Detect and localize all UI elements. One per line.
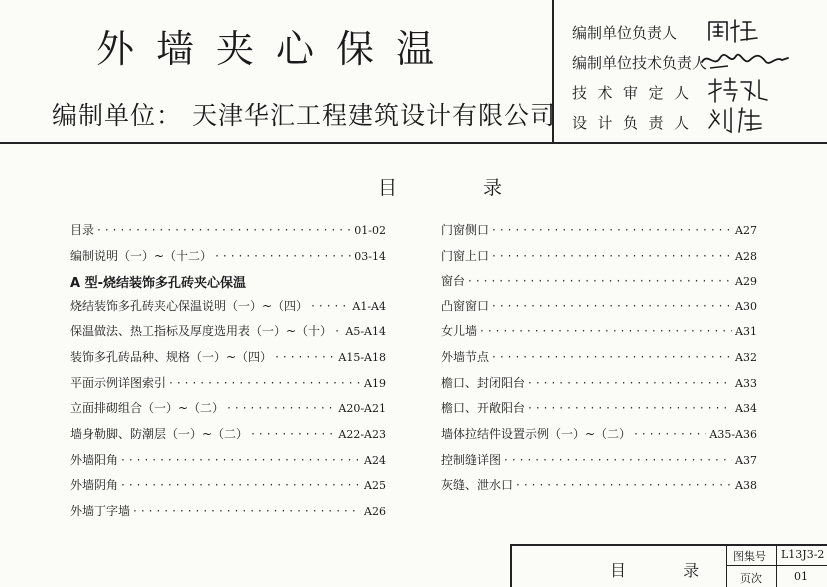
signature-row: [572, 22, 702, 43]
toc-entry-page: A15-A18: [338, 351, 386, 364]
signature-row: [572, 52, 708, 73]
toc-entry-title: 门窗侧口: [441, 223, 490, 237]
leader-dots: [227, 401, 335, 415]
toc-entry-page: A26: [364, 505, 386, 518]
signature-row: [572, 112, 702, 133]
toc-entry-title: 窗台: [441, 274, 466, 288]
title-block-left-rule: [510, 544, 512, 587]
signature-label: 技术审定人: [572, 84, 700, 102]
toc-entry-page: A1-A4: [352, 300, 386, 313]
toc-entry-page: A24: [364, 454, 386, 467]
toc-entry-title: 檐口、封闭阳台: [441, 376, 526, 390]
signature-image: [705, 16, 765, 44]
title-block-mid-rule: [726, 565, 827, 566]
toc-entry-title: 外墙阴角: [70, 478, 119, 492]
toc-entry-page: A20-A21: [338, 402, 386, 415]
toc-entry-title: 平面示例详图索引: [70, 376, 167, 390]
leader-dots: [468, 274, 732, 288]
toc-entry-title: 外墙丁字墙: [70, 504, 131, 518]
signature-image: [700, 48, 790, 74]
toc-entry[interactable]: [441, 425, 757, 443]
toc-entry-page: A32: [735, 351, 757, 364]
leader-dots: [504, 453, 732, 467]
toc-entry[interactable]: [441, 374, 757, 392]
toc-entry-title: 灰缝、泄水口: [441, 478, 514, 492]
org-line: [52, 96, 556, 132]
toc-entry[interactable]: [441, 221, 757, 239]
toc-entry-page: 03-14: [354, 250, 386, 263]
atlas-number-label: 图集号: [733, 550, 766, 563]
toc-entry[interactable]: [441, 272, 757, 290]
toc-entry[interactable]: [70, 476, 386, 494]
leader-dots: [492, 249, 732, 263]
toc-entry[interactable]: [70, 247, 386, 265]
toc-entry[interactable]: [441, 451, 757, 469]
toc-entry[interactable]: [70, 322, 386, 340]
leader-dots: [275, 350, 335, 364]
leader-dots: [492, 350, 732, 364]
leader-dots: [634, 427, 706, 441]
leader-dots: [133, 504, 361, 518]
signature-image: [705, 76, 769, 104]
leader-dots: [121, 478, 361, 492]
toc-entry[interactable]: [441, 322, 757, 340]
toc-entry-title: 立面排砌组合（一）~（二）: [70, 401, 225, 415]
toc-entry-title: 编制说明（一）~（十二）: [70, 249, 213, 263]
title-block-title: 目 录: [610, 561, 726, 580]
toc-entry-page: A35-A36: [709, 428, 757, 441]
signature-label: 设计负责人: [572, 114, 700, 132]
title-block-top-rule: [510, 544, 827, 546]
toc-entry-title: 女儿墙: [441, 324, 478, 338]
toc-entry[interactable]: [70, 221, 386, 239]
leader-dots: [480, 324, 732, 338]
leader-dots: [311, 299, 349, 313]
signature-image: [705, 106, 765, 134]
toc-entry-page: A29: [735, 275, 757, 288]
atlas-number-value: L13J3-2: [781, 548, 825, 561]
toc-entry-title: 墙体拉结件设置示例（一）~（二）: [441, 427, 632, 441]
org-name: 天津华汇工程建筑设计有限公司: [192, 101, 557, 130]
toc-entry-page: A38: [735, 479, 757, 492]
toc-entry[interactable]: [441, 247, 757, 265]
toc-entry-page: A31: [735, 325, 757, 338]
toc-entry-page: A19: [364, 377, 386, 390]
toc-entry-title: 装饰多孔砖品种、规格（一）~（四）: [70, 350, 273, 364]
signature-label: 编制单位技术负责人: [572, 54, 708, 72]
page-number-label: 页次: [740, 572, 762, 585]
toc-entry[interactable]: [441, 476, 757, 494]
toc-entry[interactable]: [70, 425, 386, 443]
toc-entry-page: A5-A14: [345, 325, 386, 338]
leader-dots: [516, 478, 732, 492]
leader-dots: [492, 299, 732, 313]
toc-entry-title: 目录: [70, 223, 95, 237]
toc-entry-title: 保温做法、热工指标及厚度选用表（一）~（十）: [70, 324, 333, 338]
toc-entry[interactable]: [441, 399, 757, 417]
toc-entry-title: 门窗上口: [441, 249, 490, 263]
toc-entry-title: 凸窗窗口: [441, 299, 490, 313]
leader-dots: [528, 401, 732, 415]
toc-entry[interactable]: [70, 348, 386, 366]
toc-entry[interactable]: [70, 374, 386, 392]
toc-entry[interactable]: [70, 297, 386, 315]
toc-entry-title: 烧结装饰多孔砖夹心保温说明（一）~（四）: [70, 299, 309, 313]
toc-entry-page: 01-02: [354, 224, 386, 237]
leader-dots: [335, 324, 342, 338]
header-bottom-rule: [0, 142, 827, 144]
leader-dots: [215, 249, 351, 263]
leader-dots: [528, 376, 732, 390]
leader-dots: [492, 223, 732, 237]
page-number-value: 01: [794, 570, 808, 583]
toc-entry-title: 墙身勒脚、防潮层（一）~（二）: [70, 427, 249, 441]
toc-entry[interactable]: [441, 297, 757, 315]
toc-entry[interactable]: [441, 348, 757, 366]
toc-entry-title: 外墙节点: [441, 350, 490, 364]
toc-heading: 目 录: [378, 177, 543, 199]
org-label: 编制单位：: [52, 101, 183, 130]
toc-entry[interactable]: [70, 502, 386, 520]
toc-entry-title: 控制缝详图: [441, 453, 502, 467]
signature-row: [572, 82, 702, 103]
toc-entry-page: A28: [735, 250, 757, 263]
toc-entry[interactable]: [70, 399, 386, 417]
signature-label: 编制单位负责人: [572, 24, 678, 42]
toc-entry-title: 外墙阳角: [70, 453, 119, 467]
section-heading: A 型-烧结装饰多孔砖夹心保温: [70, 276, 246, 291]
toc-entry-page: A22-A23: [338, 428, 386, 441]
toc-entry-page: A27: [735, 224, 757, 237]
toc-entry-page: A34: [735, 402, 757, 415]
toc-entry-title: 檐口、开敞阳台: [441, 401, 526, 415]
leader-dots: [121, 453, 361, 467]
atlas-title: 外墙夹心保温: [95, 27, 456, 71]
toc-entry[interactable]: [70, 451, 386, 469]
toc-entry-page: A30: [735, 300, 757, 313]
leader-dots: [251, 427, 335, 441]
toc-entry-page: A25: [364, 479, 386, 492]
toc-entry-page: A37: [735, 454, 757, 467]
leader-dots: [169, 376, 361, 390]
toc-entry-page: A33: [735, 377, 757, 390]
leader-dots: [97, 223, 351, 237]
